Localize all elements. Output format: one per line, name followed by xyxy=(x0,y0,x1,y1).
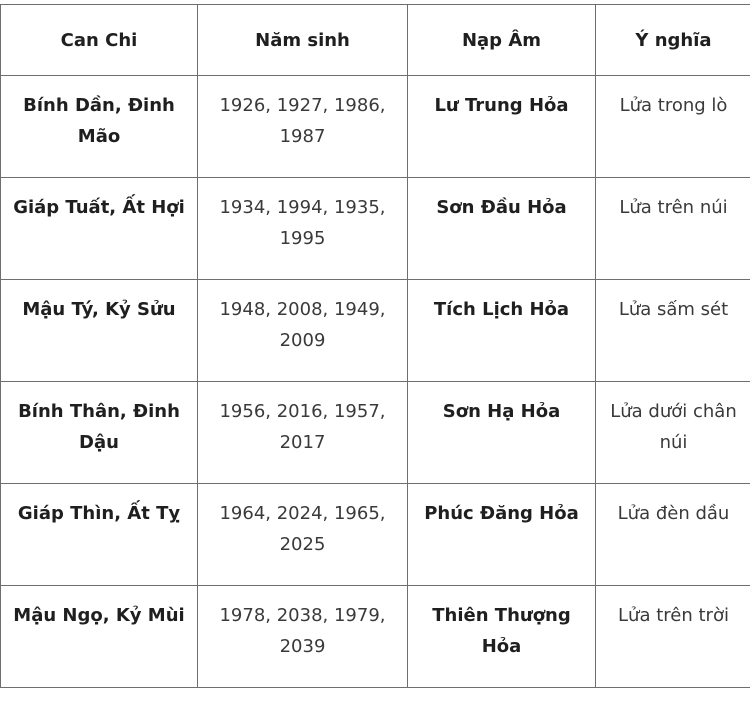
cell-y-nghia: Lửa dưới chân núi xyxy=(596,382,750,484)
cell-nap-am: Sơn Đầu Hỏa xyxy=(408,178,596,280)
cell-can-chi: Bính Dần, Đinh Mão xyxy=(1,76,198,178)
cell-can-chi: Giáp Thìn, Ất Tỵ xyxy=(1,484,198,586)
table-row xyxy=(1,76,750,178)
table-row xyxy=(1,586,750,688)
cell-y-nghia: Lửa sấm sét xyxy=(596,280,750,382)
table-header-row xyxy=(1,5,750,76)
cell-nap-am: Sơn Hạ Hỏa xyxy=(408,382,596,484)
nap-am-table xyxy=(0,4,750,688)
cell-nap-am: Tích Lịch Hỏa xyxy=(408,280,596,382)
cell-y-nghia: Lửa trong lò xyxy=(596,76,750,178)
cell-nam-sinh: 1964, 2024, 1965, 2025 xyxy=(198,484,408,586)
cell-can-chi: Bính Thân, Đinh Dậu xyxy=(1,382,198,484)
header-nap-am: Nạp Âm xyxy=(408,5,596,76)
cell-can-chi: Mậu Tý, Kỷ Sửu xyxy=(1,280,198,382)
header-y-nghia: Ý nghĩa xyxy=(596,5,750,76)
header-nam-sinh: Năm sinh xyxy=(198,5,408,76)
cell-nam-sinh: 1948, 2008, 1949, 2009 xyxy=(198,280,408,382)
cell-can-chi: Giáp Tuất, Ất Hợi xyxy=(1,178,198,280)
cell-y-nghia: Lửa trên núi xyxy=(596,178,750,280)
table-row xyxy=(1,484,750,586)
cell-nam-sinh: 1934, 1994, 1935, 1995 xyxy=(198,178,408,280)
cell-can-chi: Mậu Ngọ, Kỷ Mùi xyxy=(1,586,198,688)
cell-y-nghia: Lửa đèn dầu xyxy=(596,484,750,586)
cell-nap-am: Phúc Đăng Hỏa xyxy=(408,484,596,586)
cell-nam-sinh: 1926, 1927, 1986, 1987 xyxy=(198,76,408,178)
cell-nap-am: Lư Trung Hỏa xyxy=(408,76,596,178)
cell-nap-am: Thiên Thượng Hỏa xyxy=(408,586,596,688)
cell-nam-sinh: 1956, 2016, 1957, 2017 xyxy=(198,382,408,484)
table-row xyxy=(1,178,750,280)
table-row xyxy=(1,280,750,382)
header-can-chi: Can Chi xyxy=(1,5,198,76)
cell-y-nghia: Lửa trên trời xyxy=(596,586,750,688)
cell-nam-sinh: 1978, 2038, 1979, 2039 xyxy=(198,586,408,688)
table-row xyxy=(1,382,750,484)
